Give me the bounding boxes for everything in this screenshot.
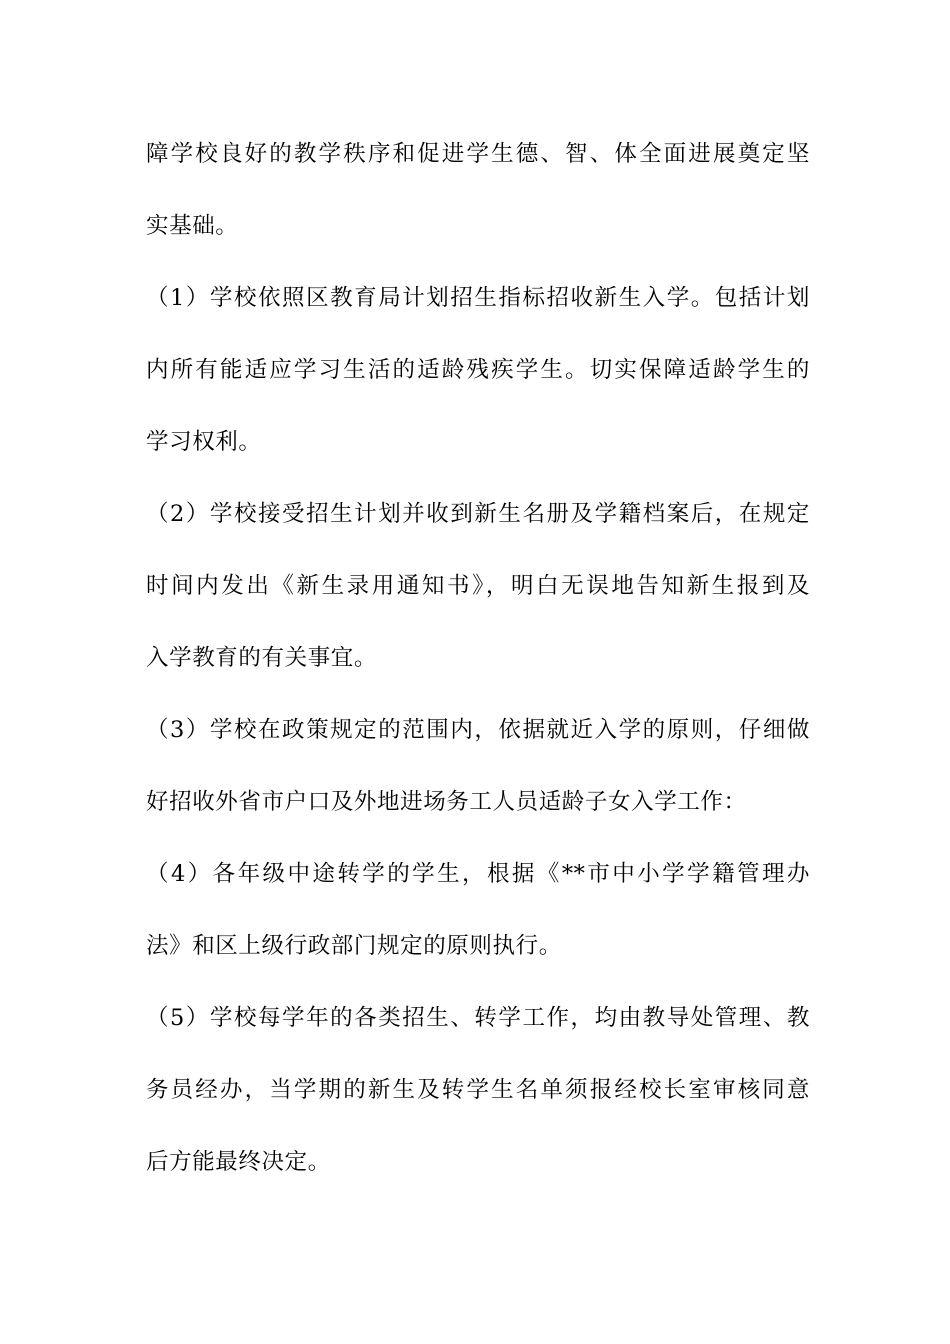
paragraph-line: （4）各年级中途转学的学生，根据《**市中小学学籍管理办	[146, 861, 810, 887]
paragraph-line: 内所有能适应学习生活的适龄残疾学生。切实保障适龄学生的	[146, 357, 810, 383]
paragraph-line: （3）学校在政策规定的范围内，依据就近入学的原则，仔细做	[146, 717, 810, 743]
paragraph-line: 后方能最终决定。	[146, 1149, 331, 1175]
paragraph-line: （2）学校接受招生计划并收到新生名册及学籍档案后，在规定	[146, 501, 810, 527]
paragraph-line: 好招收外省市户口及外地进场务工人员适龄子女入学工作：	[146, 789, 747, 815]
paragraph-line: （5）学校每学年的各类招生、转学工作，均由教导处管理、教	[146, 1005, 810, 1031]
paragraph-line: 学习权利。	[146, 429, 262, 455]
paragraph-line: 入学教育的有关事宜。	[146, 645, 378, 671]
paragraph-line: 实基础。	[146, 213, 239, 239]
paragraph-line: 障学校良好的教学秩序和促进学生德、智、体全面进展奠定坚	[146, 141, 810, 167]
paragraph-line: 时间内发出《新生录用通知书》，明白无误地告知新生报到及	[146, 573, 810, 599]
paragraph-line: （1）学校依照区教育局计划招生指标招收新生入学。包括计划	[146, 285, 810, 311]
document-body	[146, 130, 810, 1210]
paragraph-line: 法》和区上级行政部门规定的原则执行。	[146, 933, 562, 959]
paragraph-line: 务员经办，当学期的新生及转学生名单须报经校长室审核同意	[146, 1077, 810, 1103]
